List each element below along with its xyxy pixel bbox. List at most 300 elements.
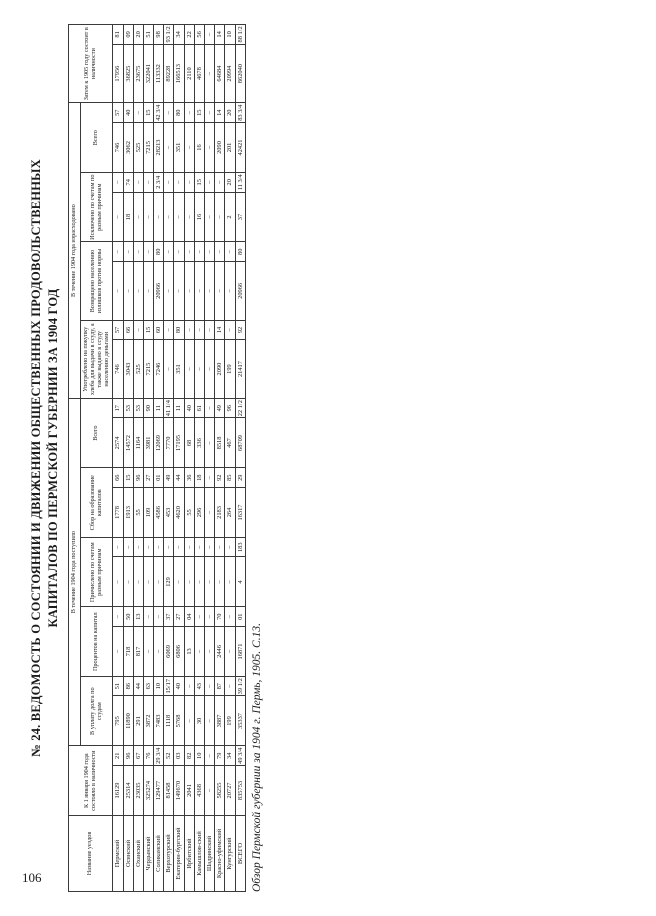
cell-written: – [204, 192, 214, 242]
table-head [68, 25, 113, 892]
cell-otherk: 183 [235, 537, 245, 557]
cell-balancek: 10 [225, 25, 235, 45]
cell-debts: 30 [194, 696, 204, 746]
cell-percent: – [113, 627, 123, 677]
cell-jan1k: 82 [184, 746, 194, 766]
cell-writtenk: – [143, 172, 153, 192]
cell-bread: 3043 [123, 340, 133, 399]
cell-spent_totalk: – [204, 103, 214, 123]
col-head-spent-total: Всего [80, 103, 113, 173]
cell-recv_totalk: 40 [184, 398, 194, 418]
cell-breadk: 66 [123, 320, 133, 340]
cell-debtsk: 44 [133, 676, 143, 696]
cell-breadk: – [225, 320, 235, 340]
cell-percentk: 37 [164, 607, 174, 627]
cell-balancek: 56 [194, 25, 204, 45]
cell-recv_total: 7770 [164, 418, 174, 468]
cell-bread: – [194, 340, 204, 399]
cell-jan1: 2041 [184, 766, 194, 816]
cell-balance: 862040 [235, 44, 245, 103]
cell-writtenk: – [184, 172, 194, 192]
cell-returnedk: 80 [154, 242, 164, 262]
col-head-debts: В уплату долга по ссудам [80, 676, 113, 746]
cell-spent_total: 7215 [143, 123, 153, 173]
cell-returnedk: – [194, 242, 204, 262]
cell-percentk: – [204, 607, 214, 627]
page-number: 106 [22, 870, 42, 885]
cell-percent: 718 [123, 627, 133, 677]
cell-balance: 23675 [133, 44, 143, 103]
cell-balance: – [204, 44, 214, 103]
cell-recv_total: 68 [184, 418, 194, 468]
cell-percent: 13 [184, 627, 194, 677]
cell-balancek: – [204, 25, 214, 45]
cell-recv_totalk: 41 1/4 [165, 400, 173, 417]
cell-writtenk: 2 3/4 [154, 172, 164, 192]
cell-recv_total: – [204, 418, 214, 468]
cell-written: – [113, 192, 123, 242]
cell-spent_total: 3062 [123, 123, 133, 173]
cell-fees: 296 [194, 488, 204, 538]
cell-debtsk: – [184, 676, 194, 696]
cell-percentk: 01 [235, 607, 245, 627]
cell-otherk: – [215, 537, 225, 557]
cell-written: – [164, 192, 174, 242]
cell-jan1: 81458 [164, 766, 174, 816]
cell-other: – [184, 557, 194, 607]
cell-writtenk: 20 [225, 172, 235, 192]
cell-balance: 17956 [113, 44, 123, 103]
cell-other: – [154, 557, 164, 607]
row-label-uezd: Чердынский [143, 815, 153, 891]
col-head-percent: Процентов на капитал [80, 607, 113, 677]
cell-recv_total: 336 [194, 418, 204, 468]
cell-breadk: 92 [235, 320, 245, 340]
cell-recv_total: 2574 [113, 418, 123, 468]
cell-percent: 16871 [235, 627, 245, 677]
cell-feesk: 27 [143, 468, 153, 488]
cell-debtsk: 43 [194, 676, 204, 696]
cell-jan1k: 03 [174, 746, 184, 766]
table-total-row [235, 25, 245, 892]
cell-spent_totalk: 57 [113, 103, 123, 123]
row-label-uezd: ВСЕГО [235, 815, 245, 891]
cell-jan1: 835753 [235, 766, 245, 816]
page-title-line1: № 24. ВЕДОМОСТЬ О СОСТОЯНИИ И ДВИЖЕНИИ ОБЩЕСТВЕННЫХ ПРОДОВОЛЬСТВЕННЫХ [29, 159, 43, 757]
cell-other: – [204, 557, 214, 607]
cell-feesk: 36 [184, 468, 194, 488]
cell-other: – [143, 557, 153, 607]
cell-jan1k: 34 [225, 746, 235, 766]
cell-breadk: 15 [143, 320, 153, 340]
cell-other: 129 [164, 557, 174, 607]
cell-jan1k: 21 [113, 746, 123, 766]
cell-bread: 351 [174, 340, 184, 399]
cell-balancek: 81 [113, 25, 123, 45]
cell-writtenk: – [133, 172, 143, 192]
cell-spent_totalk: 14 [215, 103, 225, 123]
cell-balancek: 98 [154, 25, 164, 45]
cell-fees: 1778 [113, 488, 123, 538]
table-row [143, 25, 153, 892]
cell-returned: – [204, 262, 214, 321]
cell-jan1k: 96 [123, 746, 133, 766]
cell-returned: 20966 [235, 262, 245, 321]
cell-returnedk: – [113, 242, 123, 262]
cell-feesk: 44 [174, 468, 184, 488]
cell-debtsk: 63 [143, 676, 153, 696]
cell-fees: 453 [164, 488, 174, 538]
cell-spent_total: 2090 [215, 123, 225, 173]
cell-balance: 113332 [154, 44, 164, 103]
source-citation: Обзор Пермской губернии за 1904 г. Пермь, 1905. С.13. [250, 623, 263, 892]
cell-percentk: 04 [184, 607, 194, 627]
cell-feesk: 49 [164, 468, 174, 488]
table-row [215, 25, 225, 892]
cell-balance: 4678 [194, 44, 204, 103]
cell-debts: 291 [133, 696, 143, 746]
cell-spent_totalk: – [164, 103, 174, 123]
cell-percentk: – [154, 607, 164, 627]
cell-balancek: 88 1/2 [236, 26, 244, 43]
cell-bread: 199 [225, 340, 235, 399]
group-head-received: В течение 1904 года поступило [68, 398, 80, 746]
cell-spent_total: – [204, 123, 214, 173]
cell-bread: – [204, 340, 214, 399]
cell-jan1k: 52 [164, 746, 174, 766]
cell-otherk: – [204, 537, 214, 557]
cell-balancek: 34 [174, 25, 184, 45]
cell-balancek: 09 [123, 25, 133, 45]
cell-recv_total: 14572 [123, 418, 133, 468]
col-head-other: Причислено по счетам разным причинам [80, 537, 113, 607]
cell-breadk: – [133, 320, 143, 340]
cell-otherk: – [113, 537, 123, 557]
cell-recv_total: 68709 [235, 418, 245, 468]
cell-breadk: – [194, 320, 204, 340]
cell-bread: 746 [113, 340, 123, 399]
cell-jan1k: 76 [143, 746, 153, 766]
cell-spent_total: 16 [194, 123, 204, 173]
cell-written: 37 [235, 192, 245, 242]
cell-balance: 36825 [123, 44, 133, 103]
cell-jan1: – [204, 766, 214, 816]
page-title-line2: КАПИТАЛОВ ПО ПЕРМСКОЙ ГУБЕРНИИ ЗА 1904 ГОД [45, 288, 60, 628]
cell-breadk: – [184, 320, 194, 340]
cell-breadk: 14 [215, 320, 225, 340]
row-label-uezd: Ирбитский [184, 815, 194, 891]
cell-recv_total: 12069 [154, 418, 164, 468]
cell-jan1k: 67 [133, 746, 143, 766]
table-row [194, 25, 204, 892]
cell-written: – [133, 192, 143, 242]
col-head-balance: Затем к 1905 году состоит в наличности [68, 25, 113, 103]
cell-debts: 3887 [215, 696, 225, 746]
row-label-uezd: Осинский [123, 815, 133, 891]
table-row [154, 25, 164, 892]
row-label-uezd: Шадринский [204, 815, 214, 891]
cell-fees: 16317 [235, 488, 245, 538]
cell-percent: – [143, 627, 153, 677]
cell-debtsk: 87 [215, 676, 225, 696]
cell-debts: 35337 [235, 696, 245, 746]
col-head-written: Исключено по счетам по разным причинам [80, 172, 113, 242]
row-label-uezd: Кунгурский [225, 815, 235, 891]
cell-returned: – [215, 262, 225, 321]
cell-balance: 2110 [184, 44, 194, 103]
ledger-table [68, 24, 246, 892]
cell-percent: 2446 [215, 627, 225, 677]
cell-spent_total: 351 [174, 123, 184, 173]
cell-other: – [225, 557, 235, 607]
cell-percentk: 50 [123, 607, 133, 627]
row-label-uezd: Камышлов-ский [194, 815, 204, 891]
cell-recv_total: 3981 [143, 418, 153, 468]
cell-jan1: 325274 [143, 766, 153, 816]
cell-feesk: 18 [194, 468, 204, 488]
cell-jan1: 149670 [174, 766, 184, 816]
cell-otherk: – [133, 537, 143, 557]
cell-spent_total: 28213 [154, 123, 164, 173]
cell-writtenk: – [164, 172, 174, 192]
cell-fees: 55 [133, 488, 143, 538]
col-head-jan1: К 1 января 1904 года состояло в наличности [68, 746, 113, 816]
cell-recv_total: 467 [225, 418, 235, 468]
cell-breadk: – [164, 320, 174, 340]
cell-percentk: 70 [215, 607, 225, 627]
cell-returned: – [225, 262, 235, 321]
cell-spent_totalk: 15 [194, 103, 204, 123]
cell-balancek: 22 [184, 25, 194, 45]
cell-returned: – [113, 262, 123, 321]
cell-returnedk: – [174, 242, 184, 262]
cell-feesk: 66 [113, 468, 123, 488]
cell-spent_totalk: 20 [225, 103, 235, 123]
row-label-uezd: Красно-уфимский [215, 815, 225, 891]
table-row [204, 25, 214, 892]
cell-jan1: 4368 [194, 766, 204, 816]
cell-otherk: – [174, 537, 184, 557]
cell-percentk: – [143, 607, 153, 627]
cell-jan1: 25314 [123, 766, 133, 816]
cell-feesk: – [204, 468, 214, 488]
cell-debtsk: 10 [154, 676, 164, 696]
cell-recv_totalk: 11 [174, 398, 184, 418]
cell-written: – [215, 192, 225, 242]
cell-feesk: 92 [215, 468, 225, 488]
cell-debtsk: – [204, 676, 214, 696]
cell-spent_totalk: 83 3/4 [236, 104, 244, 121]
cell-jan1k: 29 3/4 [155, 747, 163, 764]
cell-spent_total: 201 [225, 123, 235, 173]
cell-jan1k: 49 3/4 [236, 747, 244, 764]
cell-debtsk: 39 1/2 [236, 678, 244, 695]
row-label-uezd: Екатерин-бургский [174, 815, 184, 891]
cell-feesk: 01 [154, 468, 164, 488]
cell-fees: 1913 [123, 488, 133, 538]
row-label-uezd: Пермский [113, 815, 123, 891]
cell-balancek: 14 [215, 25, 225, 45]
table-row [113, 25, 123, 892]
cell-fees: 109 [143, 488, 153, 538]
cell-percent: – [194, 627, 204, 677]
cell-bread: 21417 [235, 340, 245, 399]
col-head-returned: Возвращено населению излишков против нормы [80, 242, 113, 320]
cell-fees: 55 [184, 488, 194, 538]
cell-recv_totalk: 22 1/2 [236, 400, 244, 417]
cell-other: – [113, 557, 123, 607]
cell-debts: – [204, 696, 214, 746]
col-head-received-total: Всего [80, 398, 113, 468]
cell-writtenk: 11 3/4 [236, 174, 244, 191]
cell-jan1k: – [204, 746, 214, 766]
cell-returnedk: 80 [235, 242, 245, 262]
group-header-row [68, 25, 80, 892]
cell-debts: 5768 [174, 696, 184, 746]
page-title [28, 18, 68, 898]
col-head-bread: Употреблено на покупку хлеба для выдачи в ссуду, а также выдано в ссуду населению деньгами [80, 320, 113, 398]
cell-bread: 7215 [143, 340, 153, 399]
cell-other: – [174, 557, 184, 607]
cell-jan1: 129477 [154, 766, 164, 816]
cell-writtenk: 74 [123, 172, 133, 192]
group-head-spent: В течение 1904 года израсходовано [68, 103, 80, 398]
cell-jan1k: 79 [215, 746, 225, 766]
cell-debtsk: 15/17 [164, 676, 174, 696]
cell-recv_totalk: 49 [215, 398, 225, 418]
cell-debts: – [184, 696, 194, 746]
cell-fees: – [204, 488, 214, 538]
cell-spent_total: – [184, 123, 194, 173]
cell-recv_totalk: 11 [154, 398, 164, 418]
cell-recv_totalk: 53 [123, 398, 133, 418]
cell-recv_totalk: 90 [143, 398, 153, 418]
cell-returnedk: – [133, 242, 143, 262]
cell-recv_total: 8518 [215, 418, 225, 468]
cell-other: – [194, 557, 204, 607]
cell-balance: 89228 [164, 44, 174, 103]
table-row [133, 25, 143, 892]
cell-returned: 20966 [154, 262, 164, 321]
cell-returnedk: – [225, 242, 235, 262]
cell-debts: 1118 [164, 696, 174, 746]
cell-other: – [215, 557, 225, 607]
col-head-fees: Сбор на образование капиталов [80, 468, 113, 538]
cell-breadk: – [204, 320, 214, 340]
cell-spent_totalk: – [184, 103, 194, 123]
table-row [164, 25, 174, 892]
ledger-sheet [28, 18, 628, 898]
cell-debts: 7483 [154, 696, 164, 746]
cell-written: – [154, 192, 164, 242]
cell-debtsk: – [225, 676, 235, 696]
cell-spent_totalk: 40 [123, 103, 133, 123]
cell-recv_total: 17195 [174, 418, 184, 468]
cell-percentk: – [194, 607, 204, 627]
cell-otherk: – [184, 537, 194, 557]
cell-percentk: – [225, 607, 235, 627]
cell-bread: 7246 [154, 340, 164, 399]
cell-other: – [123, 557, 133, 607]
cell-returnedk: – [215, 242, 225, 262]
cell-fees: 2183 [215, 488, 225, 538]
cell-feesk: 15 [123, 468, 133, 488]
cell-percentk: 27 [174, 607, 184, 627]
cell-spent_total: – [164, 123, 174, 173]
cell-balance: 64684 [215, 44, 225, 103]
cell-returned: – [143, 262, 153, 321]
cell-jan1k: 10 [194, 746, 204, 766]
cell-feesk: 85 [225, 468, 235, 488]
cell-recv_total: 1164 [133, 418, 143, 468]
cell-returnedk: – [123, 242, 133, 262]
cell-otherk: – [143, 537, 153, 557]
cell-otherk: – [225, 537, 235, 557]
cell-recv_totalk: 17 [113, 398, 123, 418]
cell-breadk: 80 [174, 320, 184, 340]
cell-written: – [184, 192, 194, 242]
cell-recv_totalk: 53 [133, 398, 143, 418]
cell-debtsk: 86 [123, 676, 133, 696]
cell-debtsk: 40 [174, 676, 184, 696]
cell-otherk: – [194, 537, 204, 557]
cell-debts: 795 [113, 696, 123, 746]
cell-spent_totalk: 42 3/4 [155, 104, 163, 121]
cell-other: – [133, 557, 143, 607]
cell-bread: 2090 [215, 340, 225, 399]
cell-balance: 322041 [143, 44, 153, 103]
cell-bread: 525 [133, 340, 143, 399]
cell-writtenk: – [215, 172, 225, 192]
cell-returned: – [123, 262, 133, 321]
cell-balance: 166513 [174, 44, 184, 103]
cell-written: 18 [123, 192, 133, 242]
cell-recv_totalk: 61 [194, 398, 204, 418]
cell-spent_total: 42421 [235, 123, 245, 173]
cell-returnedk: – [164, 242, 174, 262]
cell-returned: – [184, 262, 194, 321]
cell-debts: 199 [225, 696, 235, 746]
cell-feesk: 29 [235, 468, 245, 488]
cell-written: 16 [194, 192, 204, 242]
cell-feesk: 96 [133, 468, 143, 488]
cell-written: 2 [225, 192, 235, 242]
table-row [123, 25, 133, 892]
cell-spent_totalk: – [133, 103, 143, 123]
table-row [184, 25, 194, 892]
cell-spent_totalk: 15 [143, 103, 153, 123]
cell-returned: – [133, 262, 143, 321]
cell-writtenk: – [204, 172, 214, 192]
cell-jan1: 16129 [113, 766, 123, 816]
cell-balancek: 51 [143, 25, 153, 45]
cell-balancek: 20 [133, 25, 143, 45]
cell-jan1: 20727 [225, 766, 235, 816]
table-row [174, 25, 184, 892]
cell-debts: 3872 [143, 696, 153, 746]
cell-returnedk: – [184, 242, 194, 262]
cell-returned: – [194, 262, 204, 321]
cell-debts: 11890 [123, 696, 133, 746]
cell-spent_totalk: 80 [174, 103, 184, 123]
cell-other: 4 [235, 557, 245, 607]
cell-fees: 264 [225, 488, 235, 538]
cell-spent_total: 525 [133, 123, 143, 173]
cell-returned: – [174, 262, 184, 321]
cell-percentk: – [113, 607, 123, 627]
cell-recv_totalk: 96 [225, 398, 235, 418]
cell-writtenk: – [113, 172, 123, 192]
